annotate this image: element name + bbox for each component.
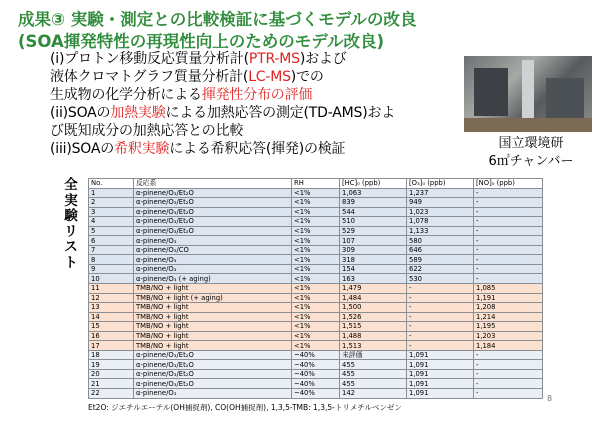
footnote: Et2O: ジエチルエーテル(OH捕捉剤), CO(OH捕捉剤), 1,3,5-TMB: 1,3,5-トリメチルベンゼン (88, 403, 402, 412)
table-row (89, 226, 543, 236)
table-row (89, 350, 543, 360)
cell-rh: <1% (292, 341, 340, 351)
cell-rh: <1% (292, 236, 340, 246)
cell-hc: 309 (340, 245, 407, 255)
experiment-list-label: 全 実 験 リ ス ト (64, 177, 78, 271)
body-line-1: (i)プロトン移動反応質量分析計(PTR-MS)および (50, 51, 347, 67)
cell-reaction: TMB/NO + light (134, 341, 292, 351)
cell-reaction: TMB/NO + light (134, 312, 292, 322)
cell-o3: 530 (407, 274, 474, 284)
cell-no: 19 (89, 360, 134, 370)
cell-hc: 510 (340, 217, 407, 227)
cell-no-conc: - (474, 369, 543, 379)
highlight-heating: 加熱実験 (110, 105, 166, 121)
cell-reaction: α-pinene/O₃ (134, 255, 292, 265)
cell-o3: - (407, 331, 474, 341)
cell-rh: <1% (292, 245, 340, 255)
cell-no: 5 (89, 226, 134, 236)
cell-hc: 1,479 (340, 284, 407, 294)
cell-o3: 646 (407, 245, 474, 255)
cell-no: 10 (89, 274, 134, 284)
cell-reaction: α-pinene/O₃/Et₂O (134, 198, 292, 208)
cell-hc: 1,513 (340, 341, 407, 351)
cell-o3: - (407, 293, 474, 303)
cell-reaction: α-pinene/O₃/CO (134, 245, 292, 255)
table-row (89, 217, 543, 227)
header-rh: RH (292, 179, 340, 189)
cell-o3: - (407, 312, 474, 322)
cell-o3: - (407, 341, 474, 351)
cell-reaction: α-pinene/O₃ (134, 264, 292, 274)
cell-rh: <1% (292, 207, 340, 217)
header-no: No. (89, 179, 134, 189)
cell-no: 18 (89, 350, 134, 360)
cell-no: 17 (89, 341, 134, 351)
cell-hc: 1,484 (340, 293, 407, 303)
cell-o3: - (407, 322, 474, 332)
cell-reaction: TMB/NO + light (134, 322, 292, 332)
cell-reaction: TMB/NO + light (134, 284, 292, 294)
table-row (89, 341, 543, 351)
cell-no: 6 (89, 236, 134, 246)
table-row (89, 207, 543, 217)
cell-reaction: TMB/NO + light (134, 331, 292, 341)
cell-rh: <1% (292, 226, 340, 236)
cell-no-conc: 1,208 (474, 303, 543, 313)
cell-no-conc: - (474, 360, 543, 370)
cell-no-conc: - (474, 217, 543, 227)
cell-rh: <1% (292, 255, 340, 265)
table-row (89, 245, 543, 255)
cell-hc: 529 (340, 226, 407, 236)
cell-no: 8 (89, 255, 134, 265)
cell-o3: 1,133 (407, 226, 474, 236)
body-line-2: 液体クロマトグラフ質量分析計(LC-MS)での (50, 69, 324, 85)
table-row (89, 379, 543, 389)
cell-hc: 544 (340, 207, 407, 217)
cell-no: 1 (89, 188, 134, 198)
cell-no-conc: 1,203 (474, 331, 543, 341)
cell-no-conc: - (474, 245, 543, 255)
cell-no: 11 (89, 284, 134, 294)
cell-o3: 1,091 (407, 350, 474, 360)
cell-no-conc: - (474, 236, 543, 246)
cell-no-conc: - (474, 379, 543, 389)
cell-rh: <1% (292, 188, 340, 198)
cell-no: 4 (89, 217, 134, 227)
highlight-volatility: 揮発性分布の評価 (201, 87, 313, 103)
cell-hc: 未評価 (340, 350, 407, 360)
body-line-4: (ii)SOAの加熱実験による加熱応答の測定(TD-AMS)およ (50, 105, 396, 121)
cell-reaction: α-pinene/O₃/Et₂O (134, 226, 292, 236)
cell-rh: ~40% (292, 360, 340, 370)
cell-reaction: α-pinene/O₃/Et₂O (134, 217, 292, 227)
table-row (89, 369, 543, 379)
cell-rh: <1% (292, 331, 340, 341)
table-row (89, 284, 543, 294)
highlight-dilution: 希釈実験 (114, 141, 170, 157)
photo-caption-institute: 国立環境研 (498, 136, 564, 151)
cell-no: 22 (89, 389, 134, 399)
table-row (89, 188, 543, 198)
cell-hc: 1,063 (340, 188, 407, 198)
cell-rh: <1% (292, 303, 340, 313)
cell-hc: 839 (340, 198, 407, 208)
header-reaction: 反応系 (134, 179, 292, 189)
cell-o3: 580 (407, 236, 474, 246)
slide-subtitle: (SOA揮発特性の再現性向上のためのモデル改良) (18, 32, 384, 51)
experiment-table (88, 178, 543, 399)
cell-hc: 163 (340, 274, 407, 284)
cell-rh: <1% (292, 274, 340, 284)
cell-no-conc: 1,195 (474, 322, 543, 332)
cell-rh: ~40% (292, 389, 340, 399)
cell-hc: 455 (340, 360, 407, 370)
cell-no-conc: - (474, 207, 543, 217)
header-no-conc: [NO]₀ (ppb) (474, 179, 543, 189)
cell-hc: 107 (340, 236, 407, 246)
cell-no: 15 (89, 322, 134, 332)
cell-no-conc: 1,214 (474, 312, 543, 322)
cell-no: 3 (89, 207, 134, 217)
body-line-5: び既知成分の加熱応答との比較 (50, 123, 244, 139)
cell-rh: <1% (292, 312, 340, 322)
cell-no-conc: 1,191 (474, 293, 543, 303)
cell-rh: <1% (292, 322, 340, 332)
cell-hc: 1,500 (340, 303, 407, 313)
table-row (89, 236, 543, 246)
cell-rh: ~40% (292, 350, 340, 360)
cell-o3: 1,091 (407, 389, 474, 399)
cell-reaction: α-pinene/O₃/Et₂O (134, 369, 292, 379)
cell-rh: <1% (292, 264, 340, 274)
cell-o3: 589 (407, 255, 474, 265)
cell-reaction: α-pinene/O₃ (+ aging) (134, 274, 292, 284)
table-row (89, 389, 543, 399)
cell-hc: 1,526 (340, 312, 407, 322)
cell-reaction: α-pinene/O₃/Et₂O (134, 379, 292, 389)
cell-o3: 1,091 (407, 369, 474, 379)
cell-no: 13 (89, 303, 134, 313)
cell-reaction: α-pinene/O₃ (134, 389, 292, 399)
cell-no-conc: 1,085 (474, 284, 543, 294)
cell-hc: 1,515 (340, 322, 407, 332)
cell-o3: 622 (407, 264, 474, 274)
cell-reaction: α-pinene/O₃/Et₂O (134, 360, 292, 370)
cell-o3: 949 (407, 198, 474, 208)
cell-no-conc: - (474, 198, 543, 208)
cell-no-conc: - (474, 255, 543, 265)
cell-reaction: TMB/NO + light (+ aging) (134, 293, 292, 303)
table-row (89, 274, 543, 284)
cell-o3: 1,023 (407, 207, 474, 217)
body-line-6: (iii)SOAの希釈実験による希釈応答(揮発)の検証 (50, 141, 346, 157)
cell-hc: 1,488 (340, 331, 407, 341)
cell-o3: 1,091 (407, 379, 474, 389)
cell-o3: 1,078 (407, 217, 474, 227)
cell-no: 14 (89, 312, 134, 322)
chamber-photo (464, 56, 592, 132)
cell-rh: <1% (292, 217, 340, 227)
table-header-row (89, 179, 543, 189)
cell-o3: - (407, 303, 474, 313)
cell-rh: <1% (292, 284, 340, 294)
cell-no: 2 (89, 198, 134, 208)
page-number: 8 (547, 394, 553, 403)
cell-no: 16 (89, 331, 134, 341)
cell-no-conc: - (474, 188, 543, 198)
cell-rh: <1% (292, 293, 340, 303)
cell-no-conc: - (474, 389, 543, 399)
cell-no: 20 (89, 369, 134, 379)
cell-no-conc: - (474, 226, 543, 236)
header-hc: [HC]₀ (ppb) (340, 179, 407, 189)
cell-o3: 1,091 (407, 360, 474, 370)
table-row (89, 198, 543, 208)
cell-rh: <1% (292, 198, 340, 208)
highlight-lc-ms: LC-MS (248, 69, 291, 85)
cell-no-conc: - (474, 264, 543, 274)
table-row (89, 312, 543, 322)
cell-reaction: α-pinene/O₃/Et₂O (134, 207, 292, 217)
table-row (89, 322, 543, 332)
slide-title: 成果③ 実験・測定との比較検証に基づくモデルの改良 (18, 10, 417, 29)
table-row (89, 331, 543, 341)
table-row (89, 303, 543, 313)
cell-no: 21 (89, 379, 134, 389)
photo-caption-chamber: 6㎥チャンバー (488, 154, 574, 169)
table-row (89, 255, 543, 265)
table-row (89, 264, 543, 274)
cell-no-conc: 1,184 (474, 341, 543, 351)
header-o3: [O₃]₀ (ppb) (407, 179, 474, 189)
cell-reaction: TMB/NO + light (134, 303, 292, 313)
cell-no-conc: - (474, 350, 543, 360)
cell-no: 9 (89, 264, 134, 274)
cell-hc: 318 (340, 255, 407, 265)
table-row (89, 293, 543, 303)
cell-reaction: α-pinene/O₃ (134, 236, 292, 246)
cell-reaction: α-pinene/O₃/Et₂O (134, 350, 292, 360)
cell-no: 12 (89, 293, 134, 303)
cell-o3: 1,237 (407, 188, 474, 198)
cell-o3: - (407, 284, 474, 294)
cell-rh: ~40% (292, 379, 340, 389)
cell-no-conc: - (474, 274, 543, 284)
highlight-ptr-ms: PTR-MS (248, 51, 300, 67)
cell-no: 7 (89, 245, 134, 255)
cell-rh: ~40% (292, 369, 340, 379)
cell-hc: 142 (340, 389, 407, 399)
cell-hc: 455 (340, 379, 407, 389)
table-row (89, 360, 543, 370)
cell-reaction: α-pinene/O₃/Et₂O (134, 188, 292, 198)
cell-hc: 455 (340, 369, 407, 379)
cell-hc: 154 (340, 264, 407, 274)
body-line-3: 生成物の化学分析による揮発性分布の評価 (50, 87, 313, 103)
